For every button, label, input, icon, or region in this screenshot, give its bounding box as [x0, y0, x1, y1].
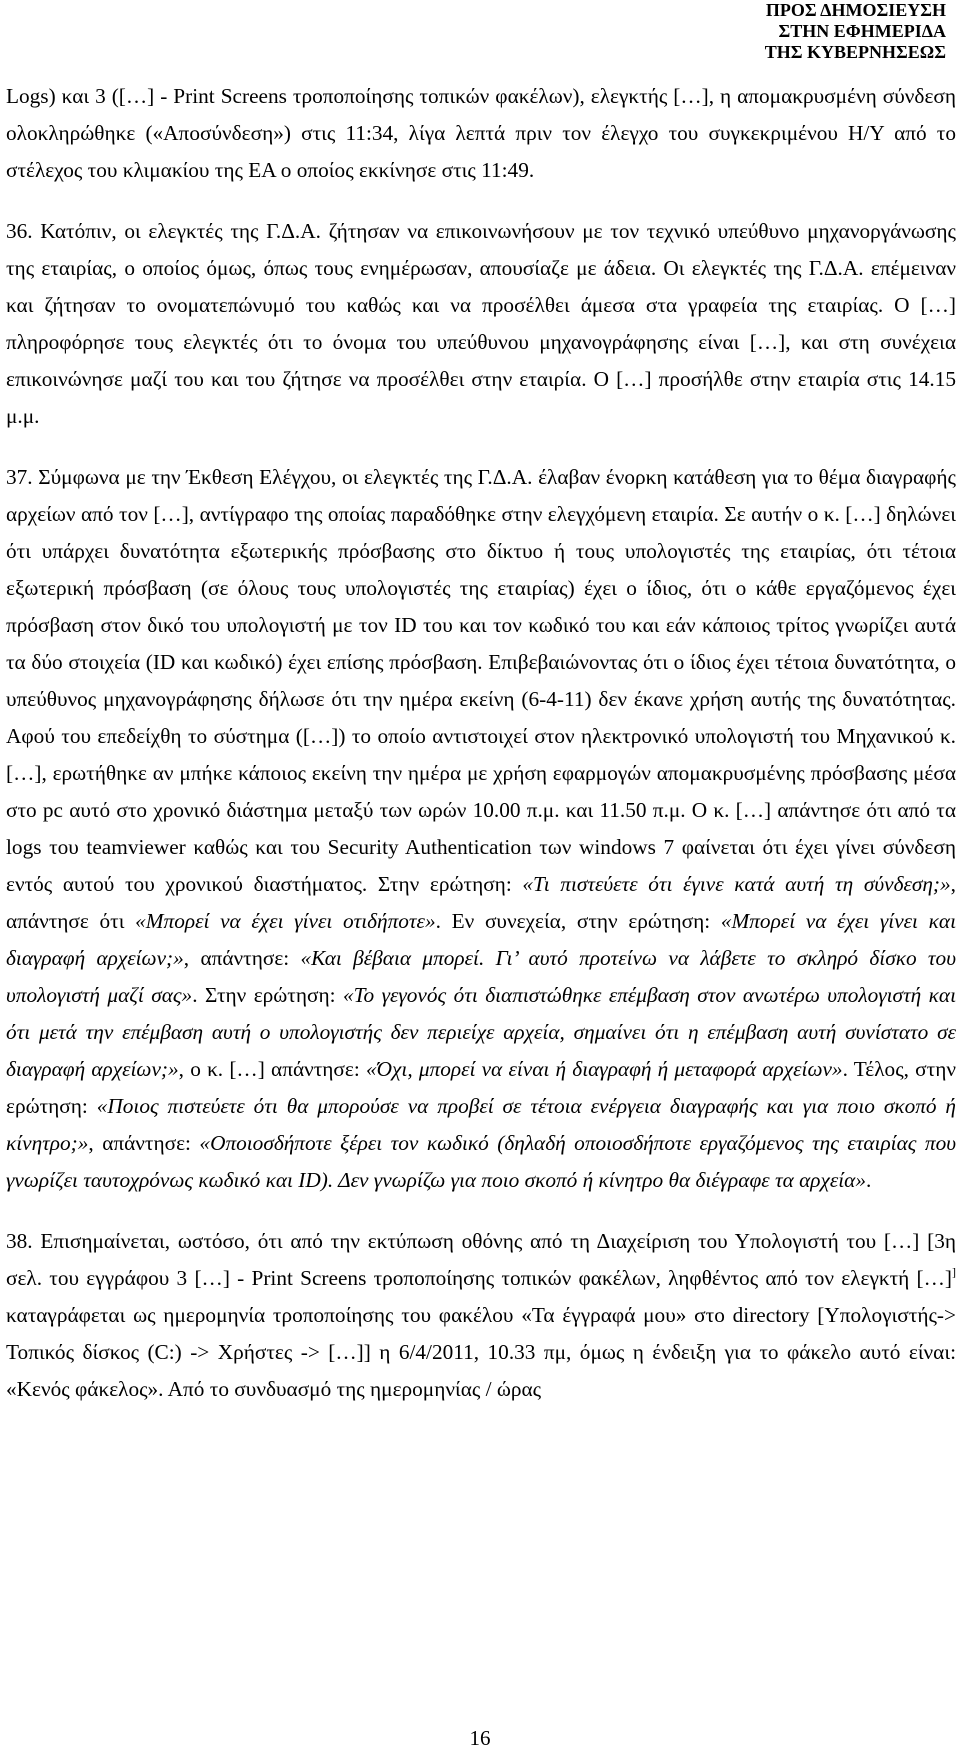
footnote-marker: ]: [952, 1265, 956, 1279]
p37-text-f: , ο κ. […] απάντησε:: [178, 1057, 366, 1081]
stamp-line-2: ΣΤΗΝ ΕΦΗΜΕΡΙΔΑ: [778, 21, 946, 41]
p37-answer-3: «Όχι, μπορεί να είναι ή διαγραφή ή μεταφορά αρχείων»: [366, 1057, 843, 1081]
stamp-line-1: ΠΡΟΣ ΔΗΜΟΣΙΕΥΣΗ: [765, 0, 946, 20]
p37-text-e: . Στην ερώτηση:: [192, 983, 343, 1007]
paragraph-continuation: Logs) και 3 ([…] - Print Screens τροποποίησης τοπικών φακέλων), ελεγκτής […], η απομακρυσμένη σύνδεση ολοκληρώθηκε («Αποσύνδεση») στις 11:34, λίγα λεπτά πριν τον έλεγχο του συγκεκριμένου Η/Υ από το στέλεχος του κλιμακίου της ΕΑ ο οποίος εκκίνησε στις 11:49.: [6, 84, 956, 182]
stamp-line-3: ΤΗΣ ΚΥΒΕΡΝΗΣΕΩΣ: [764, 42, 946, 62]
paragraph-38: [6, 1223, 956, 1408]
p37-question-4: «Ποιος πιστεύετε ότι θα μπορούσε να προβεί σε τέτοια ενέργεια διαγραφής και για ποιο σκοπό ή κίνητρο;»: [6, 1094, 956, 1155]
p37-question-1: «Τι πιστεύετε ότι έγινε κατά αυτή τη σύνδεση;»: [522, 872, 951, 896]
p37-text-d: , απάντησε:: [183, 946, 301, 970]
p37-text-h: , απάντησε:: [88, 1131, 200, 1155]
p38-text-a: 38. Επισημαίνεται, ωστόσο, ότι από την εκτύπωση οθόνης από τη Διαχείριση του Υπολογιστή του […] [3η σελ. του εγγράφου 3 […] - Print Screens τροποποίησης τοπικών φακέλων, ληφθέντος από τον ελεγκτή […]: [6, 1229, 956, 1290]
p37-answer-4: «Οποιοσδήποτε ξέρει τον κωδικό (δηλαδή οποιοσδήποτε εργαζόμενος της εταιρίας που γνωρίζει ταυτοχρόνως κωδικό και ID). Δεν γνωρίζω για ποιο σκοπό ή κίνητρο θα διέγραφε τα αρχεία»: [6, 1131, 956, 1192]
p37-text-b: , απάντησε ότι: [6, 872, 956, 933]
p37-text-a: 37. Σύμφωνα με την Έκθεση Ελέγχου, οι ελεγκτές της Γ.Δ.Α. έλαβαν ένορκη κατάθεση για το θέμα διαγραφής αρχείων από τον […], αντίγραφο της οποίας παραδόθηκε στην ελεγχόμενη εταιρία. Σε αυτήν ο κ. […] δηλώνει ότι υπάρχει δυνατότητα εξωτερικής πρόσβασης στο δίκτυο ή τους υπολογιστές της εταιρίας, ότι τέτοια εξωτερική πρόσβαση (σε όλους τους υπολογιστές της εταιρίας) έχει ο ίδιος, ότι ο κάθε εργαζόμενος έχει πρόσβαση στον δικό του υπολογιστή με τον ID του και τον κωδικό του και εάν κάποιος τρίτος γνωρίζει αυτά τα δύο στοιχεία (ID και κωδικό) έχει επίσης πρόσβαση. Επιβεβαιώνοντας ότι ο ίδιος έχει τέτοια δυνατότητα, ο υπεύθυνος μηχανογράφησης δήλωσε ότι την ημέρα εκείνη (6-4-11) δεν έκανε χρήση αυτής της δυνατότητας. Αφού του επεδείχθη το σύστημα ([…]) το οποίο αντιστοιχεί στον ηλεκτρονικό υπολογιστή του Μηχανικού κ. […], ερωτήθηκε αν μπήκε κάποιος εκείνη την ημέρα με χρήση εφαρμογών απομακρυσμένης πρόσβασης μέσα στο pc αυτό στο χρονικό διάστημα μεταξύ των ωρών 10.00 π.μ. και 11.50 π.μ. Ο κ. […] απάντησε ότι από τα logs του teamviewer καθώς και του Security Authentication των windows 7 φαίνεται ότι έχει γίνει σύνδεση εντός αυτού του χρονικού διαστήματος. Στην ερώτηση:: [6, 465, 956, 896]
p37-answer-1: «Μπορεί να έχει γίνει οτιδήποτε»: [135, 909, 436, 933]
paragraph-36: 36. Κατόπιν, οι ελεγκτές της Γ.Δ.Α. ζήτησαν να επικοινωνήσουν με τον τεχνικό υπεύθυνο μηχανοργάνωσης της εταιρίας, ο οποίος όμως, όπως τους ενημέρωσαν, απουσίαζε με άδεια. Οι ελεγκτές της Γ.Δ.Α. επέμειναν και ζήτησαν το ονοματεπώνυμό του καθώς και να προσέλθει άμεσα στα γραφεία της εταιρίας. Ο […] πληροφόρησε τους ελεγκτές ότι το όνομα του υπεύθυνου μηχανογράφησης είναι […], και στη συνέχεια επικοινώνησε μαζί του και του ζήτησε να προσέλθει στην εταιρία. Ο […] προσήλθε στην εταιρία στις 14.15 μ.μ.: [6, 219, 956, 428]
document-body: [6, 78, 956, 1432]
p37-text-g: . Τέλος, στην ερώτηση:: [6, 1057, 956, 1118]
p38-text-b: καταγράφεται ως ημερομηνία τροποποίησης του φακέλου «Τα έγγραφά μου» στο directory [Υπολογιστής-> Τοπικός δίσκος (C:) -> Χρήστες -> […]] η 6/4/2011, 10.33 πμ, όμως η ένδειξη για το φάκελο αυτό είναι: «Κενός φάκελος». Από το συνδυασμό της ημερομηνίας / ώρας: [6, 1303, 956, 1401]
p37-text-c: . Εν συνεχεία, στην ερώτηση:: [435, 909, 721, 933]
publication-stamp: [706, 0, 946, 63]
p37-question-2: «Μπορεί να έχει γίνει και διαγραφή αρχείων;»: [6, 909, 956, 970]
paragraph-37: [6, 459, 956, 1199]
page-number: 16: [469, 1726, 491, 1750]
p37-text-i: .: [865, 1168, 872, 1192]
p37-answer-2: «Και βέβαια μπορεί. Γι’ αυτό προτείνω να λάβετε το σκληρό δίσκο του υπολογιστή μαζί σας»: [6, 946, 956, 1007]
p37-question-3: «Το γεγονός ότι διαπιστώθηκε επέμβαση στον ανωτέρω υπολογιστή και ότι μετά την επέμβαση αυτή ο υπολογιστής δεν περιείχε αρχεία, σημαίνει ότι η επέμβαση αυτή συνίστατο σε διαγραφή αρχείων;»: [6, 983, 956, 1081]
